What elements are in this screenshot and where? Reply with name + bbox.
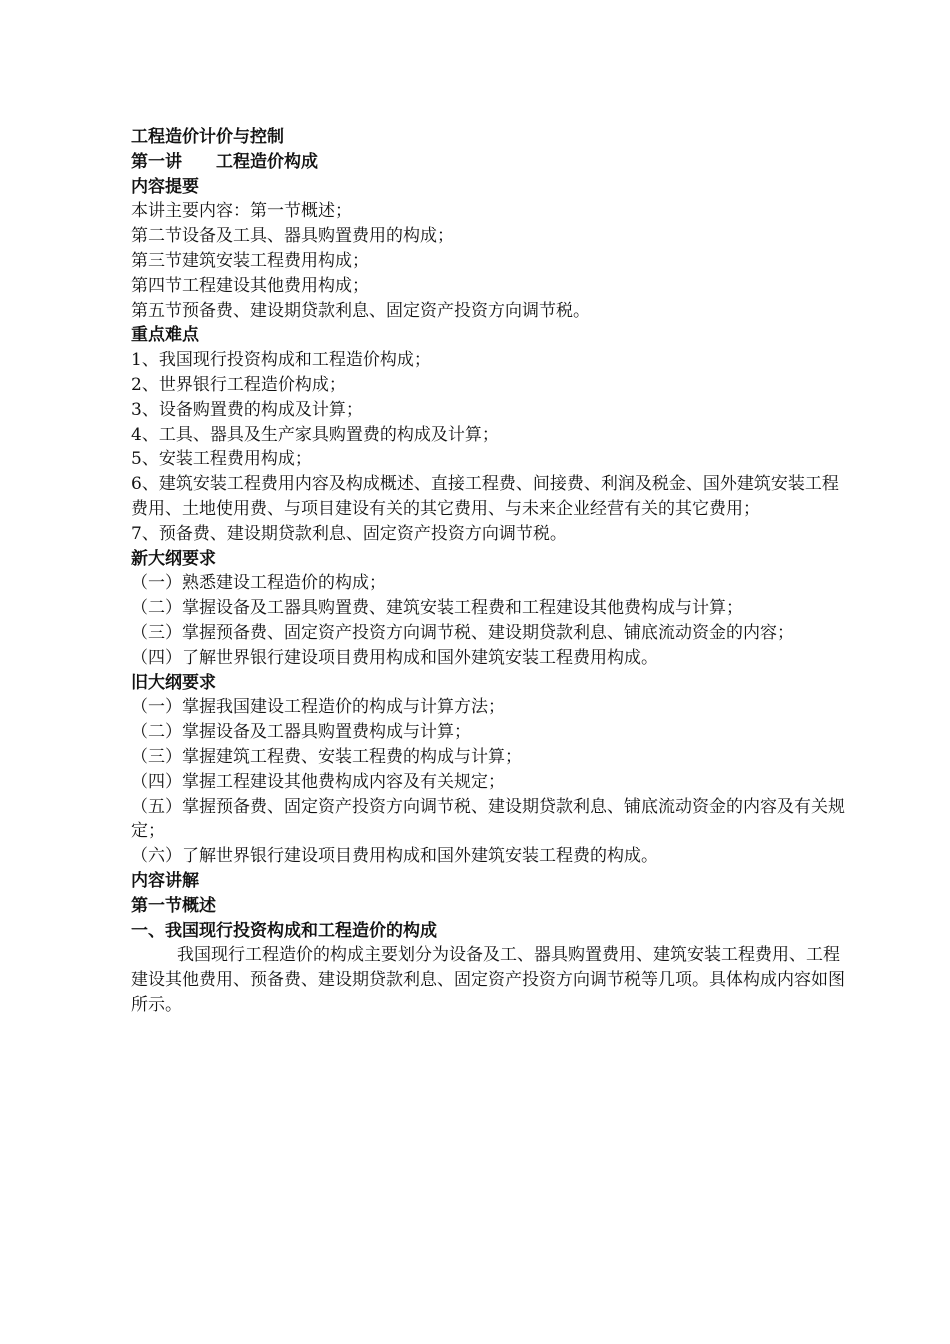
old-outline-item: （五）掌握预备费、固定资产投资方向调节税、建设期贷款利息、铺底流动资金的内容及有关规定； <box>131 796 845 842</box>
summary-item: 第二节设备及工具、器具购置费用的构成； <box>131 226 454 247</box>
old-outline-item: （一）掌握我国建设工程造价的构成与计算方法； <box>131 697 505 718</box>
body-paragraph: 我国现行工程造价的构成主要划分为设备及工、器具购置费用、建筑安装工程费用、工程建设其他费用、预备费、建设期贷款利息、固定资产投资方向调节税等几项。具体构成内容如图所示。 <box>131 945 845 1015</box>
subsection-heading: 一、我国现行投资构成和工程造价的构成 <box>131 920 437 941</box>
new-outline-item: （一）熟悉建设工程造价的构成； <box>131 573 386 594</box>
key-point-item: 2、世界银行工程造价构成； <box>131 374 346 395</box>
old-outline-item: （三）掌握建筑工程费、安装工程费的构成与计算； <box>131 746 522 767</box>
key-point-item: 4、工具、器具及生产家具购置费的构成及计算； <box>131 424 499 445</box>
lecture-title: 工程造价构成 <box>216 151 318 172</box>
key-point-item: 6、建筑安装工程费用内容及构成概述、直接工程费、间接费、利润及税金、国外建筑安装工程费用、土地使用费、与项目建设有关的其它费用、与未来企业经营有关的其它费用； <box>131 474 839 519</box>
key-point-item: 1、我国现行投资构成和工程造价构成； <box>131 350 431 371</box>
summary-item: 第三节建筑安装工程费用构成； <box>131 250 369 271</box>
key-point-item: 3、设备购置费的构成及计算； <box>131 399 363 420</box>
summary-item: 本讲主要内容：第一节概述； <box>131 201 352 222</box>
lecture-content-heading: 内容讲解 <box>131 870 199 891</box>
old-outline-item: （四）掌握工程建设其他费构成内容及有关规定； <box>131 771 505 792</box>
summary-item: 第五节预备费、建设期贷款利息、固定资产投资方向调节税。 <box>131 300 590 321</box>
lecture-number: 第一讲 <box>131 151 182 172</box>
new-outline-heading: 新大纲要求 <box>131 548 216 569</box>
key-points-heading: 重点难点 <box>131 325 199 346</box>
key-point-item: 7、预备费、建设期贷款利息、固定资产投资方向调节税。 <box>131 523 567 544</box>
summary-heading: 内容提要 <box>131 176 199 197</box>
section-heading: 第一节概述 <box>131 895 216 916</box>
new-outline-item: （三）掌握预备费、固定资产投资方向调节税、建设期贷款利息、铺底流动资金的内容； <box>131 622 794 643</box>
old-outline-item: （二）掌握设备及工器具购置费构成与计算； <box>131 722 471 743</box>
doc-title: 工程造价计价与控制 <box>131 127 284 147</box>
old-outline-item: （六）了解世界银行建设项目费用构成和国外建筑安装工程费的构成。 <box>131 846 658 867</box>
document-page <box>131 125 851 1018</box>
lecture-heading <box>131 150 851 175</box>
new-outline-item: （四）了解世界银行建设项目费用构成和国外建筑安装工程费用构成。 <box>131 647 658 668</box>
old-outline-heading: 旧大纲要求 <box>131 672 216 693</box>
key-point-item: 5、安装工程费用构成； <box>131 449 312 470</box>
summary-item: 第四节工程建设其他费用构成； <box>131 275 369 296</box>
new-outline-item: （二）掌握设备及工器具购置费、建筑安装工程费和工程建设其他费构成与计算； <box>131 598 743 619</box>
